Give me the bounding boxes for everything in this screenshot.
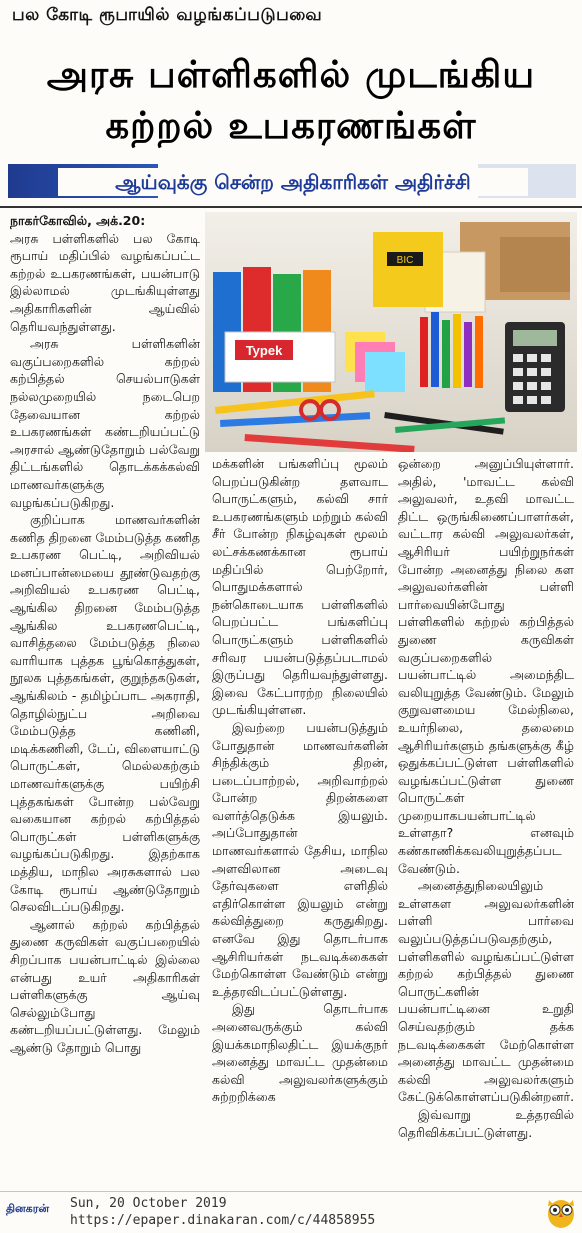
paragraph: இவ்வாறு உத்தரவில் தெரிவிக்கப்பட்டுள்ளது. bbox=[398, 1106, 574, 1140]
paragraph: இது தொடர்பாக அனைவருக்கும் கல்வி இயக்கமாநிலதிட்ட இயக்குநர் அனைத்து மாவட்ட முதன்மை கல்வி அலுவலர்களுக்கும் சுற்றறிக்கை bbox=[212, 1001, 388, 1105]
article-column-1 bbox=[10, 212, 200, 1187]
bic-box bbox=[373, 232, 443, 307]
paragraph: ஆனால் கற்றல் கற்பித்தல் துணை கருவிகள் வகுப்பறையில் சிறப்பாக பயன்பாட்டில் இல்லை என்பது உயர் அதிகாரிகள் பள்ளிகளுக்கு ஆய்வு செல்லும்போது கண்டறியப்பட்டுள்ளது. மேலும் ஆண்டு தோறும் பொது bbox=[10, 916, 200, 1055]
dateline: நாகர்கோவில், அக்.20: bbox=[10, 213, 146, 228]
article-photo bbox=[205, 212, 577, 452]
dinakaran-logo: தினகரன் bbox=[6, 1202, 50, 1215]
subheadline: ஆய்வுக்கு சென்ற அதிகாரிகள் அதிர்ச்சி bbox=[58, 168, 528, 196]
paragraph: குறிப்பாக மாணவர்களின் கணித திறனை மேம்படுத்த கணித உபகரண பெட்டி, அறிவியல் மனப்பான்மையை தூண்டுவதற்கு அறிவியல் உபகரண பெட்டி, ஆங்கில திறனை மேம்படுத்த ஆங்கில உபகரணபெட்டி, வாசித்தலை மேம்படுத்த நிலை வாரியாக புத்தக பூங்கொத்துகள், நூலக புத்தகங்கள், குறுந்தகடுகள், ஆங்கிலம் - தமிழ்ப்பாட அகராதி, தொழில்நுட்ப அறிவை மேம்படுத்த கணினி, மடிக்கணினி, டேப், விளையாட்டு பொருட்கள், மெல்லகற்கும் மாணவர்களுக்கு பயிற்சி புத்தகங்கள் போன்ற பல்வேறு வகையான கற்றல் கற்பித்தல் பொருட்கள் பள்ளிகளுக்கு வழங்கப்படுகிறது. இதற்காக மத்திய, மாநில அரசுகளால் பல கோடி ரூபாய் ஆண்டுதோறும் செலவிடப்படுகிறது. bbox=[10, 512, 200, 915]
paragraph: அனைத்துநிலையிலும் உள்ளகள அலுவலர்களின் பள்ளி பார்வை வலுப்படுத்தப்படுவதற்கும், பள்ளிகளில் வழங்கப்பட்டுள்ள கற்றல் கற்பித்தல் துணை பொருட்களின் பயன்பாட்டினை உறுதி செய்வதற்கும் தக்க நடவடிக்கைகள் மேற்கொள்ள அனைத்து மாவட்ட முதன்மை கல்வி அலுவலர்களும் கேட்டுக்கொள்ளப்படுகின்றனர். bbox=[398, 878, 574, 1105]
paragraph: ஒன்றை அனுப்பியுள்ளார். அதில், 'மாவட்ட கல்வி அலுவலர், உதவி மாவட்ட திட்ட ஒருங்கிணைப்பாளர்கள், வட்டார கல்வி அலுவலர்கள், ஆசிரியர் பயிற்றுநர்கள் போன்ற அனைத்து நிலை கள அலுவலர்களின் பள்ளி பார்வையின்போது பள்ளிகளில் கற்றல் கற்பித்தல் துணை கருவிகள் வகுப்பறைகளில் பயன்பாட்டில் அமைந்திட வலியுறுத்த வேண்டும். மேலும் குறுவளமைய மேல்நிலை, உயர்நிலை, தலைமை ஆசிரியர்களும் தங்களுக்கு கீழ் ஒதுக்கப்பட்டுள்ள பள்ளிகளில் வழங்கப்பட்டுள்ள துணை பொருட்கள் முறையாகபயன்பாட்டில் உள்ளதா? எனவும் கண்காணிக்கவலியுறுத்தப்பட வேண்டும். bbox=[398, 456, 574, 876]
paragraph bbox=[10, 212, 200, 230]
typek-label: Typek bbox=[245, 343, 283, 358]
subheadline-bar bbox=[0, 158, 582, 204]
footer bbox=[0, 1191, 582, 1233]
headline-line-1: அரசு பள்ளிகளில் முடங்கிய bbox=[46, 53, 536, 96]
paragraph: மக்களின் பங்களிப்பு மூலம் பெறப்படுகின்ற தளவாட பொருட்களும், கல்வி சார் உபகரணங்களும் மற்றும் கல்வி சீர் போன்ற நிகழ்வுகள் மூலம் லட்சக்கணக்கான ரூபாய் மதிப்பில் பெற்றோர், பொதுமக்களால் நன்கொடையாக பள்ளிகளில் பெறப்பட்ட பங்களிப்பு பொருட்களும் பள்ளிகளில் சரிவர பயன்படுத்தப்படாமல் இருப்பது தெரியவந்துள்ளது. இவை கேட்பாரற்ற நிலையில் முடங்கியுள்ளன. bbox=[212, 456, 388, 718]
stationery-illustration bbox=[205, 212, 577, 452]
bic-label: BIC bbox=[396, 255, 414, 266]
divider bbox=[0, 206, 582, 208]
paragraph: அரசு பள்ளிகளில் பல கோடி ரூபாய் மதிப்பில் வழங்கப்பட்ட கற்றல் உபகரணங்கள், பயன்பாடு இல்லாமல் முடங்கியுள்ளது அதிகாரிகளின் ஆய்வில் தெரியவந்துள்ளது. bbox=[10, 230, 200, 334]
owl-icon bbox=[544, 1194, 578, 1230]
paragraph: இவற்றை பயன்படுத்தும் போதுதான் மாணவர்களின் சிந்திக்கும் திறன், படைப்பாற்றல், அறிவாற்றல் போன்ற திறன்களை வளர்த்தெடுக்க இயலும். அப்போதுதான் மாணவர்களால் தேசிய, மாநில அளவிலான அடைவு தேர்வுகளை எளிதில் எதிர்கொள்ள இயலும் என்று கல்வித்துறை கருதுகிறது. எனவே இது தொடர்பாக ஆசிரியர்கள் நடவடிக்கைகள் மேற்கொள்ள வேண்டும் என்று உத்தரவிடப்பட்டுள்ளது. bbox=[212, 719, 388, 999]
article-column-2 bbox=[212, 455, 388, 1187]
headline-line-2: கற்றல் உபகரணங்கள் bbox=[105, 104, 477, 147]
kicker: பல கோடி ரூபாயில் வழங்கப்படுபவை bbox=[12, 5, 323, 25]
paragraph: அரசு பள்ளிகளின் வகுப்பறைகளில் கற்றல் கற்பித்தல் செயல்பாடுகள் நல்லமுறையில் நடைபெற தேவையான கற்றல் உபகரணங்கள் கண்டறியப்பட்டு அரசால் ஆண்டுதோறும் பல்வேறு திட்டங்களில் தொடக்கக்கல்வி மாணவர்களுக்கு வழங்கப்படுகிறது. bbox=[10, 336, 200, 510]
article-column-3 bbox=[398, 455, 574, 1187]
footer-date: Sun, 20 October 2019 bbox=[70, 1196, 227, 1211]
footer-stamp bbox=[70, 1195, 375, 1229]
footer-url[interactable]: https://epaper.dinakaran.com/c/44858955 bbox=[70, 1213, 376, 1228]
